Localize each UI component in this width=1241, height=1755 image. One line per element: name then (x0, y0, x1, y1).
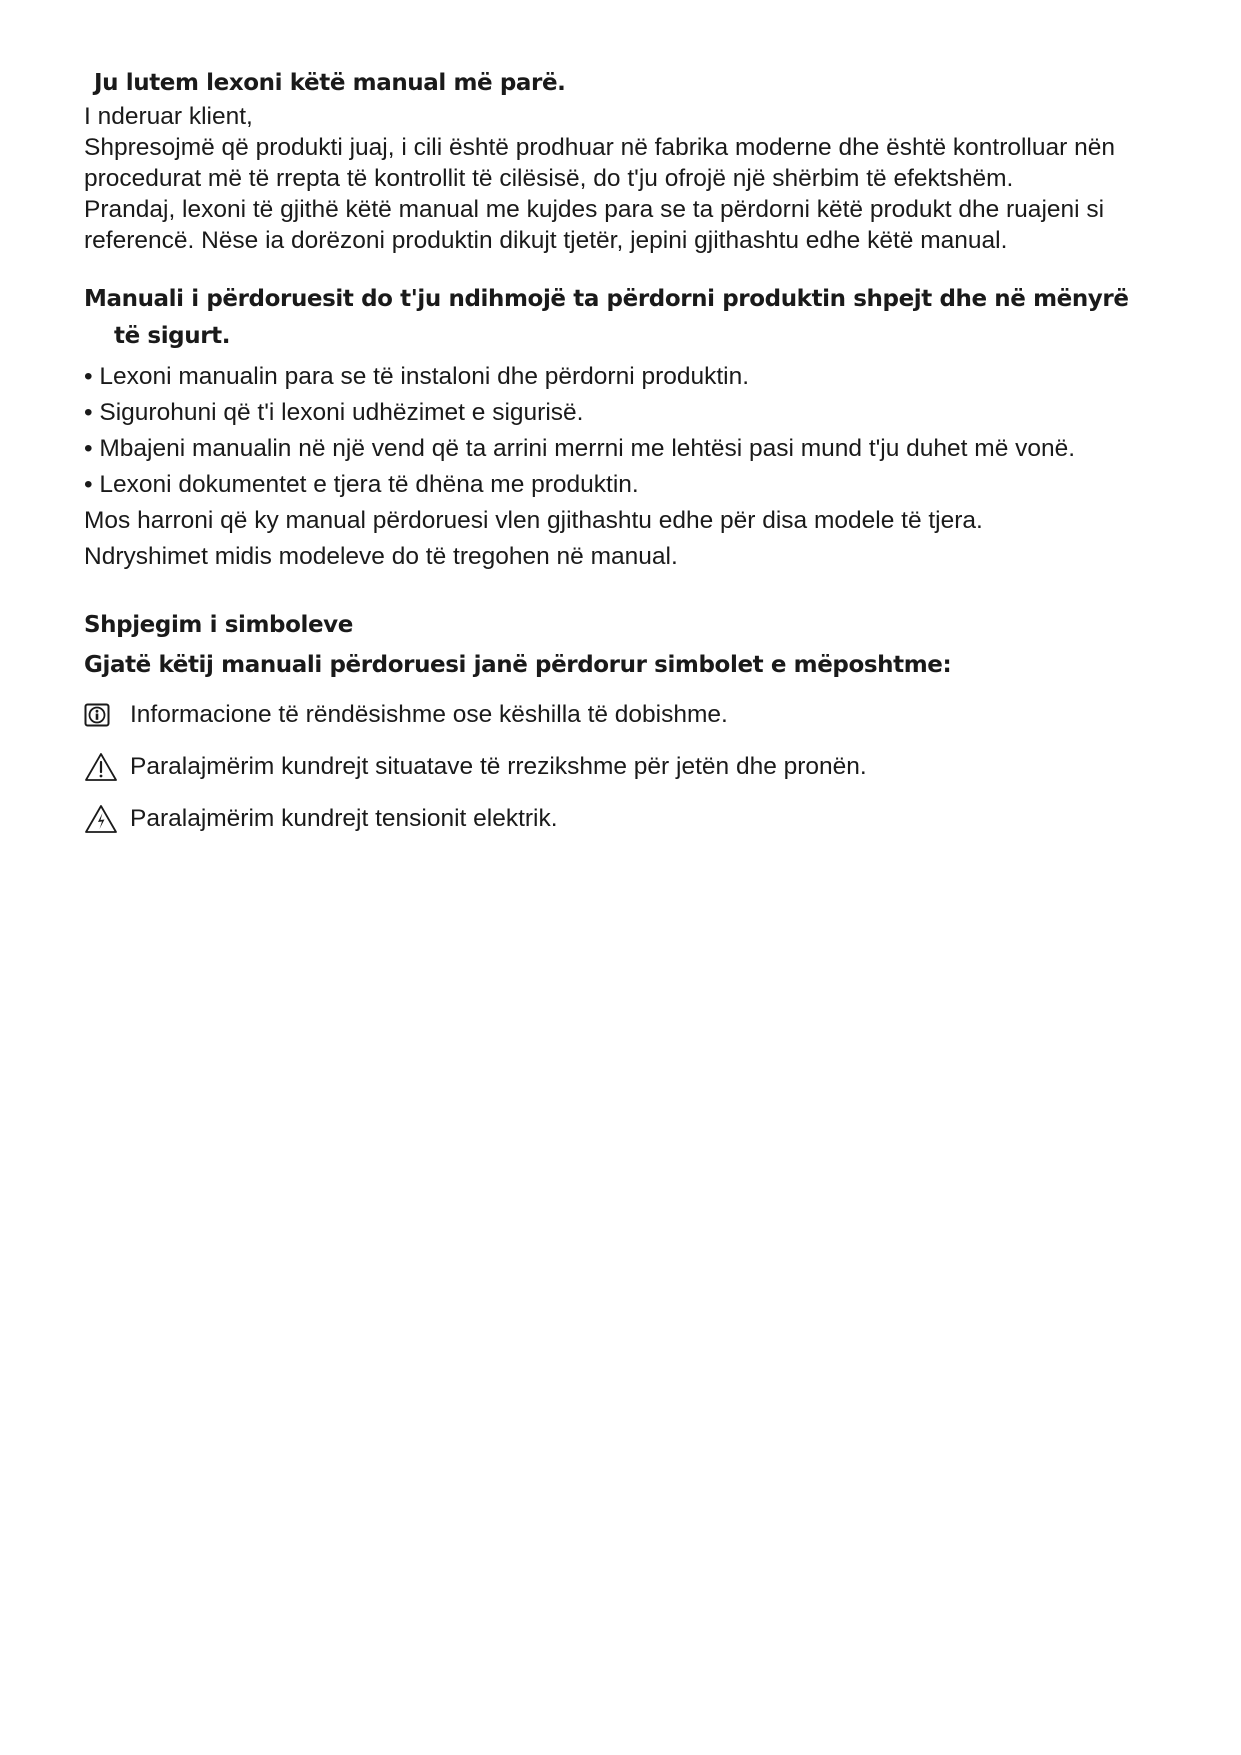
page-title: Ju lutem lexoni këtë manual më parë. (94, 70, 566, 96)
manual-page (84, 68, 1174, 837)
list-item: • Mbajeni manualin në një vend që ta arrini merrni me lehtësi pasi mund t'ju duhet më vonë. (84, 435, 1076, 462)
models-note-2: Ndryshimet midis modeleve do të tregohen në manual. (84, 543, 678, 570)
symbols-section-subtitle: Gjatë këtij manuali përdoruesi janë përdorur simbolet e mëposhtme: (84, 652, 952, 678)
models-note-1: Mos harroni që ky manual përdoruesi vlen gjithashtu edhe për disa modele të tjera. (84, 507, 983, 534)
warning-triangle-icon (84, 751, 118, 783)
list-item: • Sigurohuni që t'i lexoni udhëzimet e sigurisë. (84, 399, 584, 426)
greeting: I nderuar klient, (84, 103, 253, 130)
symbol-label: Informacione të rëndësishme ose këshilla të dobishme. (130, 701, 728, 728)
symbol-item-warning (84, 749, 1174, 785)
list-item: • Lexoni manualin para se të instaloni dhe përdorni produktin. (84, 363, 750, 390)
symbols-section-header (84, 605, 1174, 685)
symbol-item-info (84, 697, 1174, 733)
symbol-item-electric (84, 801, 1174, 837)
guide-bullet-list (84, 359, 1174, 503)
list-item: • Lexoni dokumentet e tjera të dhëna me produktin. (84, 471, 639, 498)
electric-warning-icon (84, 803, 118, 835)
guide-title-line-2: të sigurt. (114, 323, 231, 349)
intro-paragraph-2: Prandaj, lexoni të gjithë këtë manual me kujdes para se ta përdorni këtë produkt dhe ruajeni si referencë. Nëse ia dorëzoni produktin dikujt tjetër, jepini gjithashtu edhe këtë manual. (84, 196, 1105, 254)
guide-title-line-1: Manuali i përdoruesit do t'ju ndihmojë ta përdorni produktin shpejt dhe në mënyrë (84, 286, 1129, 312)
intro-paragraph-1: Shpresojmë që produkti juaj, i cili është prodhuar në fabrika moderne dhe është kontrolluar nën procedurat më të rrepta të kontrollit të cilësisë, do t'ju ofrojë një shërbim të efektshëm. (84, 134, 1115, 192)
guide-section-title (84, 281, 1174, 355)
info-icon (84, 699, 114, 731)
symbols-section-title: Shpjegim i simboleve (84, 612, 353, 638)
symbol-label: Paralajmërim kundrejt tensionit elektrik. (130, 805, 558, 832)
symbol-label: Paralajmërim kundrejt situatave të rrezikshme për jetën dhe pronën. (130, 753, 867, 780)
